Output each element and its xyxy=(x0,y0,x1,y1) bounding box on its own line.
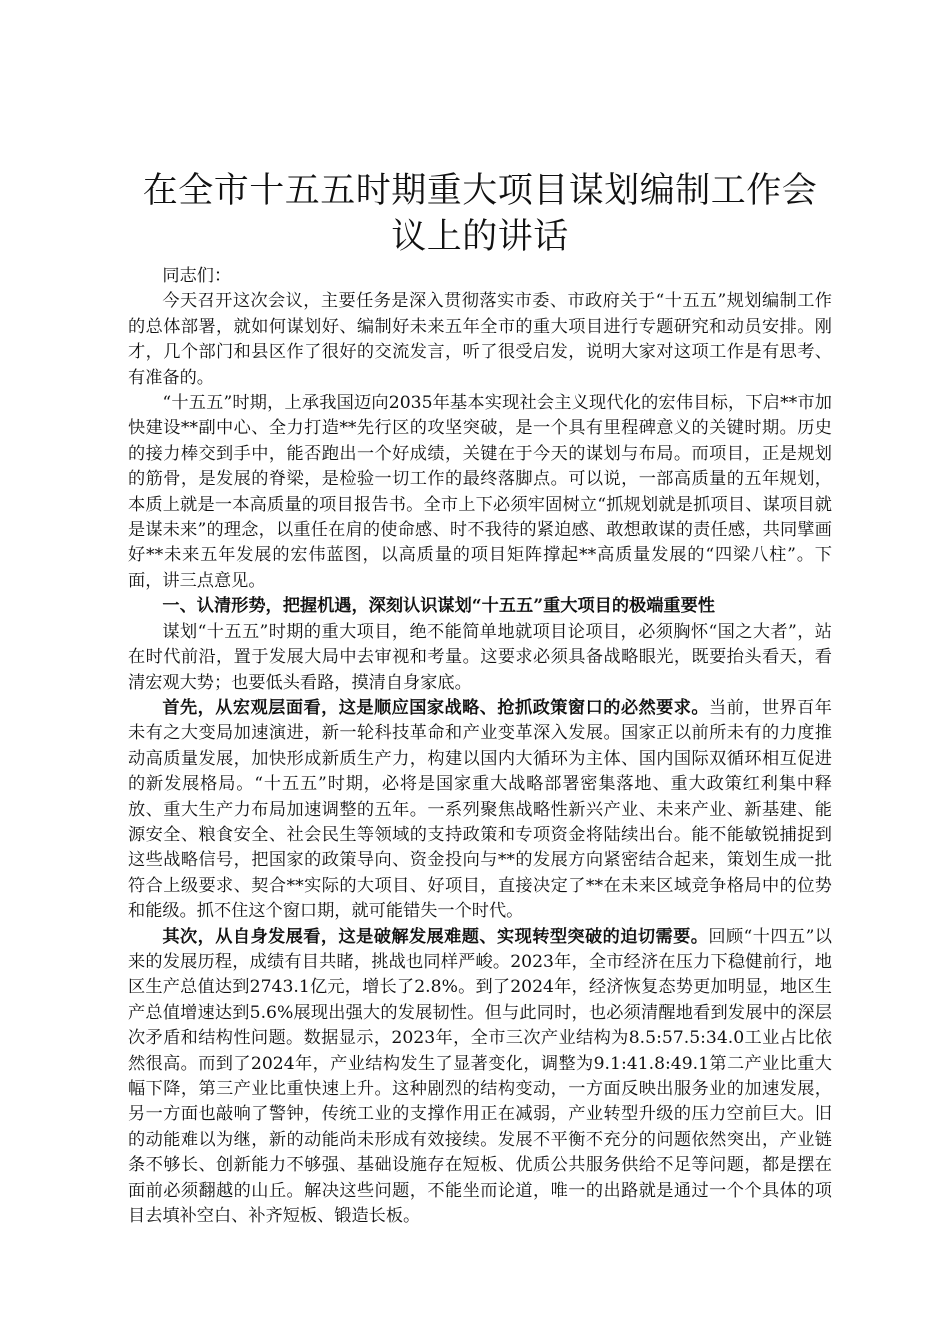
section-1-intro: 谋划“十五五”时期的重大项目，绝不能简单地就项目论项目，必须胸怀“国之大者”，站在时代前沿，置于发展大局中去审视和考量。这要求必须具备战略眼光，既要抬头看天，看清宏观大势；也要低头看路，摸清自身家底。 xyxy=(128,621,832,693)
point-2-body: 回顾“十四五”以来的发展历程，成绩有目共睹，挑战也同样严峻。2023年，全市经济在压力下稳健前行，地区生产总值达到2743.1亿元，增长了2.8%。到了2024年，经济恢复态势更加明显，地区生产总值增速达到5.6%展现出强大的发展韧性。但与此同时，也必须清醒地看到发展中的深层次矛盾和结构性问题。数据显示，2023年，全市三次产业结构为8.5:57.5:34.0工业占比依然很高。而到了2024年，产业结构发生了显著变化，调整为9.1:41.8:49.1第二产业比重大幅下降，第三产业比重快速上升。这种剧烈的结构变动，一方面反映出服务业的加速发展，另一方面也敲响了警钟，传统工业的支撑作用正在减弱，产业转型升级的压力空前巨大。旧的动能难以为继，新的动能尚未形成有效接续。发展不平衡不充分的问题依然突出，产业链条不够长、创新能力不够强、基础设施存在短板、优质公共服务供给不足等问题，都是摆在面前必须翻越的山丘。解决这些问题，不能坐而论道，唯一的出路就是通过一个个具体的项目去填补空白、补齐短板、锻造长板。 xyxy=(128,926,832,1227)
document-page xyxy=(128,168,832,1229)
point-2-lead: 其次，从自身发展看，这是破解发展难题、实现转型突破的迫切需要。 xyxy=(162,926,709,947)
salutation: 同志们： xyxy=(162,266,232,286)
document-title: 在全市十五五时期重大项目谋划编制工作会议上的讲话 xyxy=(142,171,818,257)
section-1-point-2 xyxy=(128,925,832,1230)
point-1-body: 当前，世界百年未有之大变局加速演进，新一轮科技革命和产业变革深入发展。国家正以前所未有的力度推动高质量发展，加快形成新质生产力，构建以国内大循环为主体、国内国际双循环相互促进的新发展格局。“十五五”时期，必将是国家重大战略部署密集落地、重大政策红利集中释放、重大生产力布局加速调整的五年。一系列聚焦战略性新兴产业、未来产业、新基建、能源安全、粮食安全、社会民生等领域的支持政策和专项资金将陆续出台。能不能敏锐捕捉到这些战略信号，把国家的政策导向、资金投向与**的发展方向紧密结合起来，策划生成一批符合上级要求、契合**实际的大项目、好项目，直接决定了**在未来区域竞争格局中的位势和能级。抓不住这个窗口期，就可能错失一个时代。 xyxy=(128,697,832,922)
paragraph-opening: 今天召开这次会议，主要任务是深入贯彻落实市委、市政府关于“十五五”规划编制工作的总体部署，就如何谋划好、编制好未来五年全市的重大项目进行专题研究和动员安排。刚才，几个部门和县区作了很好的交流发言，听了很受启发，说明大家对这项工作是有思考、有准备的。 xyxy=(128,291,832,388)
section-heading-1: 一、认清形势，把握机遇，深刻认识谋划“十五五”重大项目的极端重要性 xyxy=(162,596,715,617)
point-1-lead: 首先，从宏观层面看，这是顺应国家战略、抢抓政策窗口的必然要求。 xyxy=(162,697,709,718)
paragraph-background: “十五五”时期，上承我国迈向2035年基本实现社会主义现代化的宏伟目标，下启**市加快建设**副中心、全力打造**先行区的攻坚突破，是一个具有里程碑意义的关键时期。历史的接力棒交到手中，能否跑出一个好成绩，关键在于今天的谋划与布局。而项目，正是规划的筋骨，是发展的脊梁，是检验一切工作的最终落脚点。可以说，一部高质量的五年规划，本质上就是一本高质量的项目报告书。全市上下必须牢固树立“抓规划就是抓项目、谋项目就是谋未来”的理念，以重任在肩的使命感、时不我待的紧迫感、敢想敢谋的责任感，共同擘画好**未来五年发展的宏伟蓝图，以高质量的项目矩阵撑起**高质量发展的“四梁八柱”。下面，讲三点意见。 xyxy=(128,393,832,591)
section-1-point-1 xyxy=(128,696,832,925)
